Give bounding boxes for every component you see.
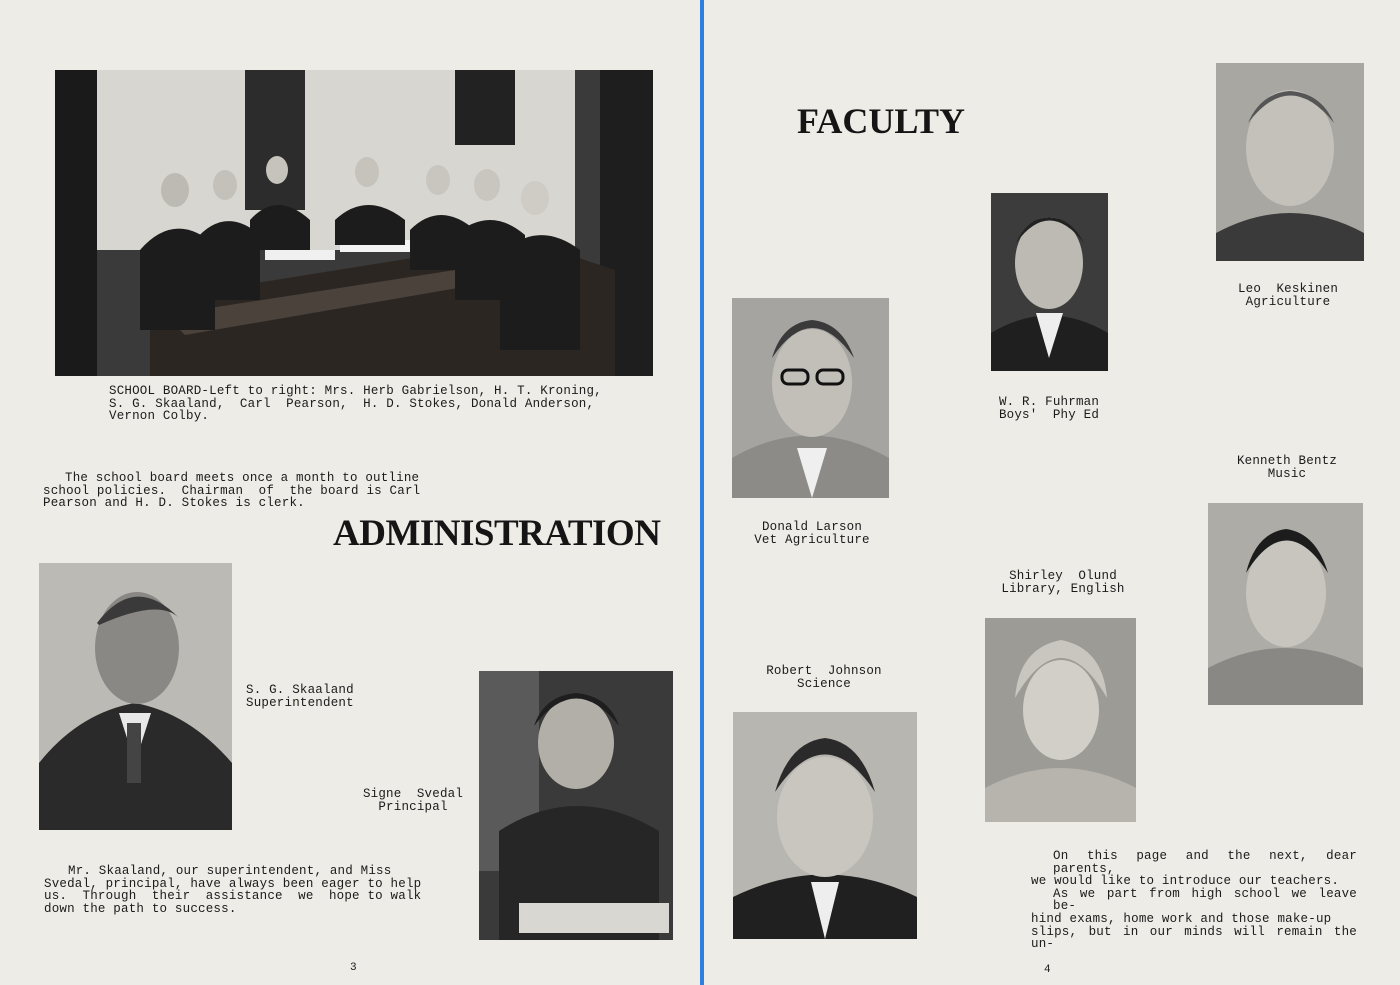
school-board-paragraph: The school board meets once a month to outline school policies. Chairman of the board is Carl Pearson and H. D. Stokes is clerk. [43,471,421,511]
faculty-intro-paragraph: On this page and the next, dear parents, we would like to introduce our teachers. As we part from high school we leave be- hind exams, home work and those make-up slips, but in our minds will remain the un- [1031,849,1357,952]
johnson-caption: Robert Johnson Science [766,664,882,691]
fuhrman-caption: W. R. Fuhrman Boys' Phy Ed [998,395,1100,422]
school-board-photo [55,70,653,376]
bentz-caption: Kenneth Bentz Music [1236,454,1338,481]
page-number-left: 3 [350,962,357,974]
bentz-portrait [1208,503,1363,705]
olund-portrait [985,618,1136,822]
keskinen-portrait [1216,63,1364,261]
skaaland-portrait [39,563,232,830]
page-divider [700,0,704,985]
administration-paragraph: Mr. Skaaland, our superintendent, and Miss Svedal, principal, have always been eager to help us. Through their assistance we hope to walk down the path to success. [44,864,422,916]
johnson-portrait [733,712,917,939]
administration-heading: ADMINISTRATION [333,513,661,554]
svedal-portrait [479,671,673,940]
larson-caption: Donald Larson Vet Agriculture [754,520,870,547]
olund-caption: Shirley Olund Library, English [1001,569,1125,596]
skaaland-caption: S. G. Skaaland Superintendent [246,683,354,710]
keskinen-caption: Leo Keskinen Agriculture [1237,282,1339,309]
larson-portrait [732,298,889,498]
faculty-heading: FACULTY [797,101,966,141]
svedal-caption: Signe Svedal Principal [362,787,464,814]
school-board-caption: SCHOOL BOARD-Left to right: Mrs. Herb Gabrielson, H. T. Kroning, S. G. Skaaland, Carl Pearson, H. D. Stokes, Donald Anderson, Vernon Colby. [109,384,602,424]
page-number-right: 4 [1044,964,1051,976]
fuhrman-portrait [991,193,1108,371]
